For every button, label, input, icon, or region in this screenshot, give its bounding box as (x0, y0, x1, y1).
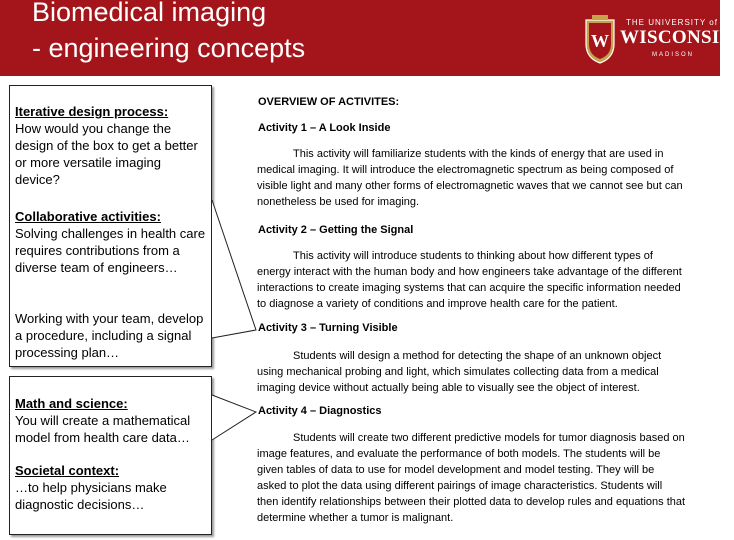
activity-4-description (257, 430, 715, 526)
activity-3-line: imaging device without actually being able to visually see the object of interest. (257, 382, 640, 394)
activity-4-line: given tables of data to use for model development and model testing. They will be (257, 464, 655, 476)
math-science-heading: Math and science: (15, 396, 128, 411)
activity-4-line: then identify relationships between their plotted data to develop rules and equations that (257, 496, 686, 508)
activity-2-line: energy interact with the human body and how engineers take advantage of the different (257, 266, 682, 278)
activity-1-line: medical imaging. It will introduce the electromagnetic spectrum as being composed of (257, 164, 674, 176)
societal-heading: Societal context: (15, 463, 120, 478)
collaborative-text: Solving challenges in health care requires contributions from a diverse team of engineers… (15, 226, 206, 275)
team-procedure-text: Working with your team, develop a procedure, including a signal processing plan… (15, 311, 204, 360)
iterative-design-text: How would you change the design of the box to get a better or more versatile imaging device? (15, 121, 198, 187)
activity-2-title: Activity 2 – Getting the Signal (258, 224, 414, 236)
activity-3-title: Activity 3 – Turning Visible (258, 322, 398, 334)
activity-2-line: interactions to create imaging systems that can acquire the specific information needed (257, 282, 681, 294)
title-line-2: - engineering concepts (32, 33, 306, 63)
activity-4-title: Activity 4 – Diagnostics (258, 405, 382, 417)
math-science-text: You will create a mathematical model from health care data… (15, 413, 191, 445)
collaborative-heading: Collaborative activities: (15, 209, 161, 224)
activity-2-description (257, 248, 715, 312)
activity-1-description (257, 146, 715, 210)
societal-text: …to help physicians make diagnostic decisions… (15, 480, 167, 512)
title-line-1: Biomedical imaging (32, 0, 267, 27)
activity-1-line: This activity will familiarize students with the kinds of energy that are used in (293, 148, 664, 160)
activity-2-line: to diagnose a variety of conditions and improve health care for the patient. (257, 298, 618, 310)
activity-4-line: asked to plot the data using different pairings of image characteristics. Students will (257, 480, 663, 492)
activity-1-title: Activity 1 – A Look Inside (258, 122, 391, 134)
logo-madison: MADISON (652, 52, 695, 58)
activity-3-description (257, 348, 715, 396)
activity-1-line: nonetheless be used for imaging. (257, 196, 420, 208)
activity-3-line: using mechanical probing and light, which simulates collecting data from a medical (257, 366, 659, 378)
activity-4-line: Students will create two different predictive models for tumor diagnosis based on (293, 432, 685, 444)
activity-3-line: Students will design a method for detecting the shape of an unknown object (293, 350, 662, 362)
overview-title: OVERVIEW OF ACTIVITES: (258, 96, 400, 108)
logo-the-university-of: THE UNIVERSITY of (626, 18, 718, 27)
logo-wisconsin: WISCONSIN (620, 27, 734, 48)
iterative-design-heading: Iterative design process: (15, 104, 169, 119)
crest-letter: W (591, 31, 609, 51)
activity-4-line: determine whether a tumor is malignant. (257, 512, 454, 524)
activity-1-line: visible light and many other forms of electromagnetic waves that we cannot see but can (257, 180, 683, 192)
activity-4-line: image features, and evaluate the performance of both models. The students will be (257, 448, 661, 460)
activity-2-line: This activity will introduce students to thinking about how different types of (293, 250, 653, 262)
